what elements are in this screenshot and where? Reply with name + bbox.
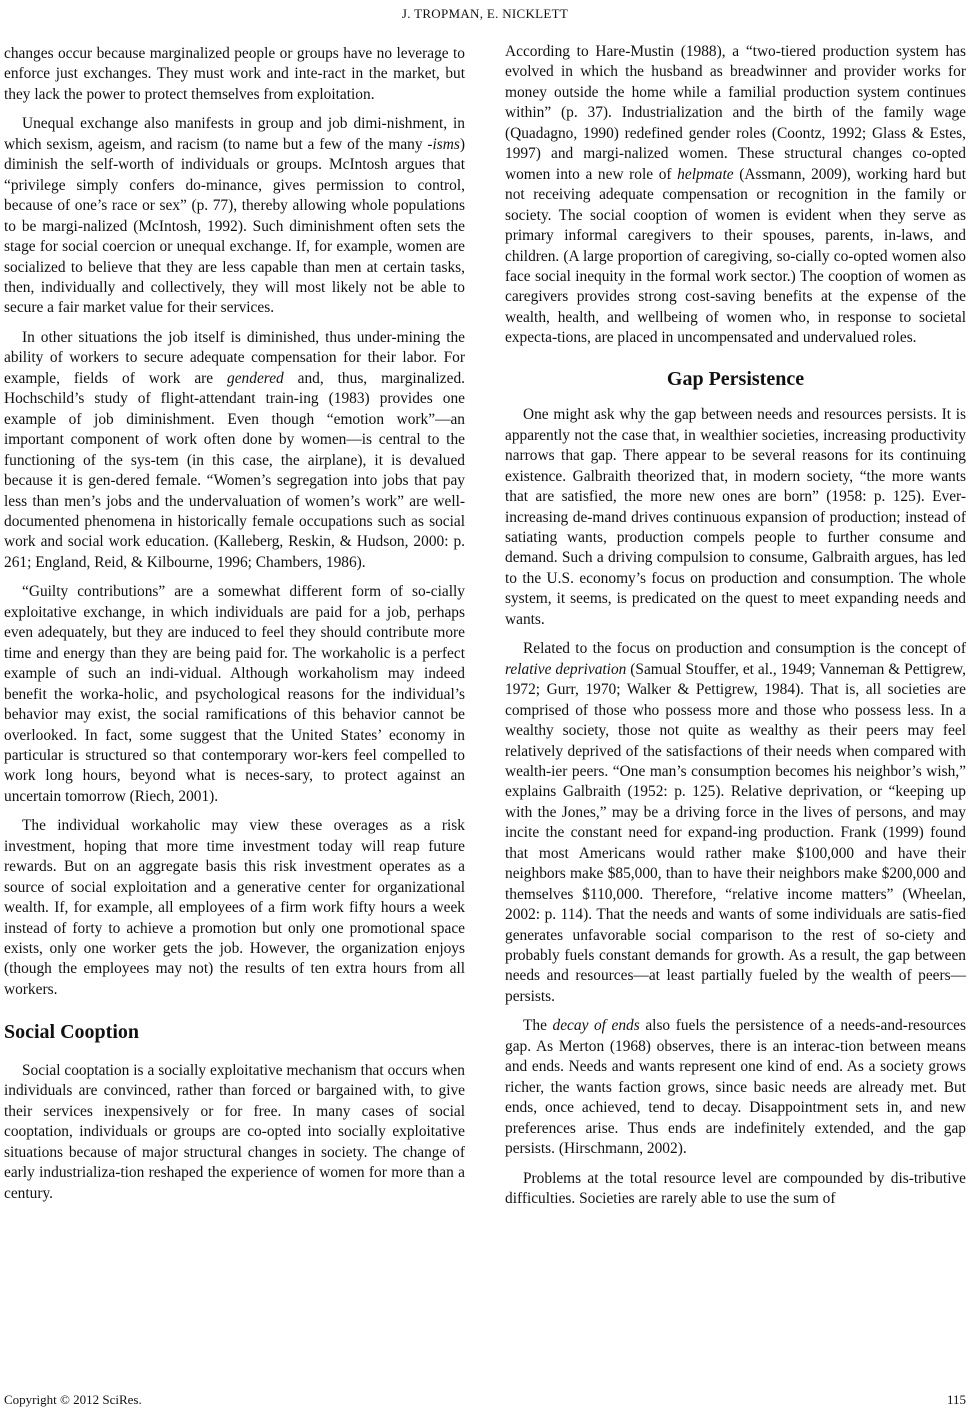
paragraph-text: According to Hare-Mustin (1988), a “two-tiered production system has evolved in which the husband as breadwinner and provider works for money outside the home while a familial production system continues within” (p. 37). Industrialization and the birth of the family wage (Quadagno, 1990) redefined gender roles (Coontz, 1992; Glass & Estes, 1997) and margi-nalized women. These structural changes co-opted women into a new role of	[505, 43, 966, 183]
running-head: J. TROPMAN, E. NICKLETT	[401, 6, 569, 21]
italic-term: helpmate	[677, 165, 734, 183]
paragraph-text: Related to the focus on production and consumption is the concept of	[523, 640, 966, 658]
italic-term: -isms	[427, 135, 460, 153]
left-column-section-body	[4, 1061, 465, 1204]
body-paragraph	[4, 816, 465, 1000]
paragraph-text: (Samual Stouffer, et al., 1949; Vanneman & Pettigrew, 1972; Gurr, 1970; Walker & Pettigrew, 1984). That is, all societies are comprised of those who possess more and those who possess less. In a wealthy society, those not quite as wealthy as their peers may feel relatively deprived of the satisfactions of their needs when compared with wealth-ier peers. “One man’s consumption becomes his neighbor’s wish,” explains Galbraith (1952: p. 125). Relative deprivation, or “keeping up with the Jones,” may be a driving force in the lives of persons, and may incite the constant need for expand-ing production. Frank (1999) found that most Americans would rather make $100,000 and have their neighbors make $85,000, than to have their neighbors make $200,000 and themselves $110,000. Therefore, “relative income matters” (Wheelan, 2002: p. 114). That the needs and wants of some individuals are satis-fied generates unfavorable social comparison to the rest of so-ciety and probably fuels constant demands for growth. As a result, the gap between needs and resources—at least partially fueled by the wealth of peers—persists.	[505, 660, 966, 1005]
body-paragraph	[505, 42, 966, 349]
paragraph-text: The individual workaholic may view these overages as a risk investment, hoping that more time investment today will reap future rewards. But on an aggregate basis this risk investment operates as a source of social exploitation and a generative center for organizational wealth. If, for example, all employees of a firm work fifty hours a week instead of forty to achieve a promotion but only one promotional space exists, only one worker gets the job. However, the organization enjoys (though the employees may not) the results of ten extra hours from all workers.	[4, 817, 465, 998]
right-column-body	[505, 42, 966, 349]
body-paragraph	[505, 639, 966, 1007]
body-paragraph	[505, 1169, 966, 1210]
copyright-notice: Copyright © 2012 SciRes.	[4, 1392, 142, 1407]
paragraph-text: In other situations the job itself is diminished, thus under-mining the ability of workers to secure adequate compensation for their labor. For example, fields of work are	[4, 328, 465, 387]
paragraph-text: “Guilty contributions” are a somewhat different form of so-cially exploitative exchange, in which individuals are paid for a job, perhaps even adequately, but they are induced to feel they should contribute more time and energy than they are being paid for. The workaholic is a perfect example of such an indi-vidual. Although workaholism may indeed benefit the worka-holic, and psychological reasons for the individual’s behavior may exist, the social ramifications of this behavior cannot be overlooked. In fact, some suggest that the United States’ economy in particular is structured so that contemporary wor-kers feel compelled to work long hours, beyond what is neces-sary, to protect against an uncertain tomorrow (Riech, 2001).	[4, 583, 465, 805]
paragraph-text: One might ask why the gap between needs and resources persists. It is apparently not the case that, in wealthier societies, increasing productivity narrows that gap. There appear to be several reasons for its continuing existence. Galbraith theorized that, in modern society, “the more wants that are satisfied, the more new ones are born” (1958: p. 125). Ever-increasing de-mand drives continuous expansion of production; instead of satiating wants, production compels people to further consume and demand. Such a driving compulsion to consume, Galbraith argues, has led to the U.S. economy’s focus on production and consumption. The whole system, it seems, is predicated on the quest to meet expanding needs and wants.	[505, 406, 966, 628]
paragraph-text: Problems at the total resource level are compounded by dis-tributive difficulties. Societies are rarely able to use the sum of	[505, 1169, 966, 1208]
section-heading-social-cooption: Social Cooption	[4, 1021, 140, 1044]
paragraph-text: Social cooptation is a socially exploitative mechanism that occurs when individuals are convinced, rather than forced or bargained with, to give their services inexpensively or for free. In many cases of social cooptation, individuals or groups are co-opted into socially exploitative situations because of major structural changes in society. The change of early industrializa-tion reshaped the experience of women for more than a century.	[4, 1061, 465, 1202]
right-column-section-body	[505, 405, 966, 1209]
body-paragraph	[505, 1016, 966, 1159]
body-paragraph	[4, 582, 465, 807]
italic-term: decay of ends	[552, 1017, 640, 1035]
paragraph-text: Unequal exchange also manifests in group and job dimi-nishment, in which sexism, ageism, and racism (to name but a few of the many	[4, 115, 465, 153]
left-column-body	[4, 44, 465, 1000]
section-heading-gap-persistence: Gap Persistence	[666, 367, 805, 390]
right-column	[505, 42, 966, 1218]
paragraph-text: changes occur because marginalized people or groups have no leverage to enforce just exchanges. They must work and inte-ract in the market, but they lack the power to protect themselves from exploitation.	[4, 45, 465, 103]
paragraph-text: (Assmann, 2009), working hard but not receiving adequate compensation or recognition in the family or society. The social cooption of women is evident when they serve as primary informal caregivers to their spouses, parents, in-laws, and children. (A large proportion of caregiving, so-cially co-opted women also face social inequity in the formal work sector.) The cooption of women as caregivers provides strong cost-saving benefits at the expense of the wealth, health, and wellbeing of women who, in response to societal expecta-tions, are placed in uncompensated and undervalued roles.	[505, 165, 966, 347]
paragraph-text: ) diminish the self-worth of individuals or groups. McIntosh argues that “privilege simply confers do-minance, gives permission to control, because of one’s race or sex” (p. 77), thereby allowing whole populations to be margi-nalized (McIntosh, 1992). Such diminishment often sets the stage for social coercion or unequal exchange. If, for example, women are socialized to believe that they are less capable than men at certain tasks, then, individually and collectively, they will most likely not be able to secure a fair market value for their services.	[4, 135, 465, 317]
italic-term: gendered	[227, 369, 284, 387]
body-paragraph	[4, 1061, 465, 1204]
page-number: 115	[946, 1392, 966, 1407]
paragraph-text: The	[523, 1017, 553, 1035]
body-paragraph	[4, 328, 465, 573]
italic-term: relative deprivation	[505, 660, 627, 678]
body-paragraph	[4, 114, 465, 319]
body-paragraph	[505, 405, 966, 630]
left-column	[4, 44, 465, 1213]
paragraph-text: also fuels the persistence of a needs-and-resources gap. As Merton (1968) observes, there is an interac-tion between means and ends. Needs and wants represent one kind of end. As a society grows richer, the wants faction grows, since basic needs are already met. But ends, once achieved, tend to decay. Disappointment sets in, and new preferences arise. Thus ends are indefinitely extended, and the gap persists. (Hirschmann, 2002).	[505, 1017, 966, 1158]
paragraph-text: and, thus, marginalized. Hochschild’s study of flight-attendant train-ing (1983) provides one example of job diminishment. Even though “emotion work”—an important component of work often done by women—is central to the functioning of the sys-tem (in this case, the airplane), it is devalued because it is gen-dered female. “Women’s segregation into jobs that pay less than men’s jobs and the undervaluation of women’s work” are well-documented phenomena in historically female occupations such as social work and social work education. (Kalleberg, Reskin, & Hudson, 2000: p. 261; England, Reid, & Kilbourne, 1996; Chambers, 1986).	[4, 369, 465, 571]
body-paragraph	[4, 44, 465, 105]
